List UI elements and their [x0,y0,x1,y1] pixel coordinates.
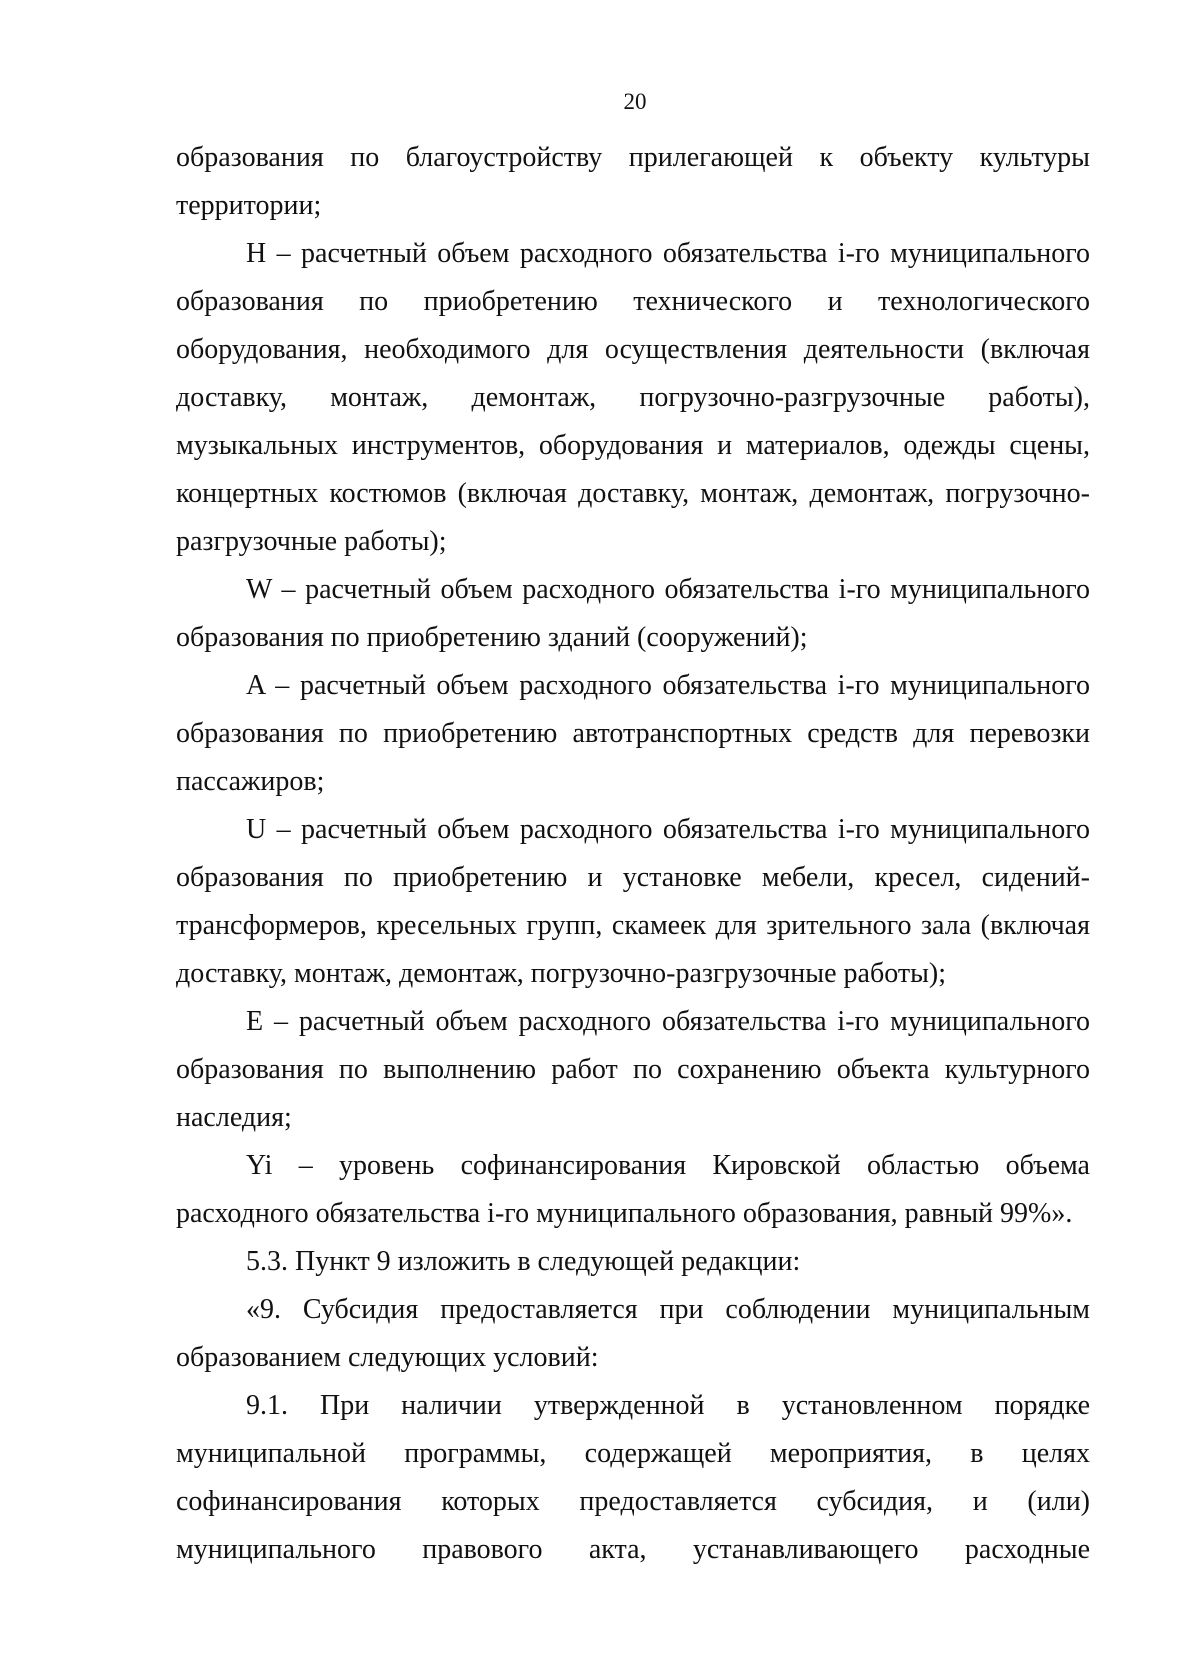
paragraph-yi-cofinancing: Yi – уровень софинансирования Кировской областью объема расходного обязательства i-го муниципального образования, равный 99%». [176,1150,1090,1229]
paragraph-9-intro: «9. Субсидия предоставляется при соблюдении муниципальным образованием следующих условий: [176,1294,1090,1373]
paragraph-9-1: 9.1. При наличии утвержденной в установленном порядке муниципальной программы, содержащей мероприятия, в целях софинансирования которых предоставляется субсидия, и (или) муниципального правового акта, устанавливающего расходные [176,1390,1090,1565]
paragraph-h-equipment: H – расчетный объем расходного обязательства i-го муниципального образования по приобретению технического и технологического оборудования, необходимого для осуществления деятельности (включая доставку, монтаж, демонтаж, погрузочно-разгрузочные работы), музыкальных инструментов, оборудования и материалов, одежды сцены, концертных костюмов (включая доставку, монтаж, демонтаж, погрузочно-разгрузочные работы); [176,238,1090,557]
document-body [176,134,1090,1574]
paragraph-e-heritage: E – расчетный объем расходного обязательства i-го муниципального образования по выполнению работ по сохранению объекта культурного наследия; [176,1006,1090,1133]
paragraph-territory: образования по благоустройству прилегающей к объекту культуры территории; [176,142,1090,221]
paragraph-a-vehicles: A – расчетный объем расходного обязательства i-го муниципального образования по приобретению автотранспортных средств для перевозки пассажиров; [176,670,1090,797]
page-number: 20 [623,89,647,114]
paragraph-u-furniture: U – расчетный объем расходного обязательства i-го муниципального образования по приобретению и установке мебели, кресел, сидений-трансформеров, кресельных групп, скамеек для зрительного зала (включая доставку, монтаж, демонтаж, погрузочно-разгрузочные работы); [176,814,1090,989]
paragraph-5-3: 5.3. Пункт 9 изложить в следующей редакции: [246,1246,801,1277]
paragraph-w-buildings: W – расчетный объем расходного обязательства i-го муниципального образования по приобретению зданий (сооружений); [176,574,1090,653]
